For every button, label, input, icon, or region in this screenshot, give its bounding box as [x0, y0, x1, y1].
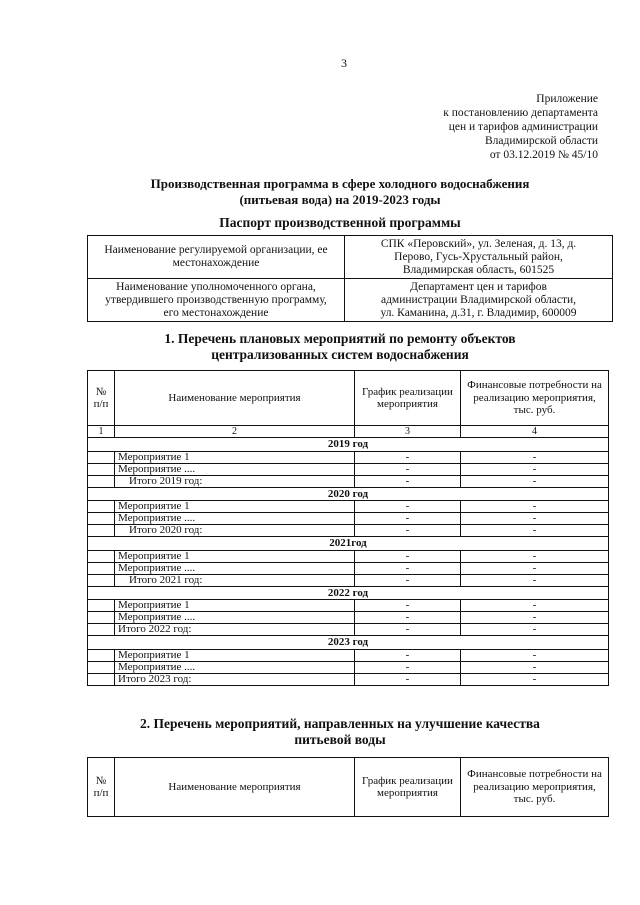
activity-name: Мероприятие 1 [115, 501, 355, 513]
activity-finance: - [461, 525, 609, 537]
activity-row [88, 513, 609, 525]
section1-header-row [88, 371, 609, 426]
row-number [88, 600, 115, 612]
activity-schedule: - [355, 513, 461, 525]
row-number [88, 513, 115, 525]
passport-label-line: Наименование уполномоченного органа, [116, 280, 316, 293]
passport-value-line: Департамент цен и тарифов [410, 280, 547, 293]
section1-title-line: централизованных систем водоснабжения [211, 347, 469, 362]
activity-finance: - [461, 562, 609, 574]
appendix-line: цен и тарифов администрации [448, 121, 598, 133]
passport-value [345, 279, 613, 322]
section2-title-line: 2. Перечень мероприятий, направленных на улучшение качества [140, 716, 540, 731]
activity-name: Мероприятие .... [115, 513, 355, 525]
activity-schedule: - [355, 463, 461, 475]
activity-name: Мероприятие .... [115, 562, 355, 574]
row-number [88, 574, 115, 586]
appendix-line: к постановлению департамента [443, 107, 598, 119]
column-number: 1 [88, 426, 115, 438]
activity-finance: - [461, 550, 609, 562]
activity-finance: - [461, 475, 609, 487]
section1-table [87, 370, 609, 686]
activity-finance: - [461, 451, 609, 463]
activity-name: Мероприятие .... [115, 463, 355, 475]
total-row [88, 525, 609, 537]
activity-schedule: - [355, 501, 461, 513]
row-number [88, 463, 115, 475]
passport-label-line: Наименование регулируемой организации, ее [104, 244, 328, 256]
activity-finance: - [461, 673, 609, 685]
activity-schedule: - [355, 525, 461, 537]
header-schedule: График реализации мероприятия [355, 758, 461, 817]
passport-value-line: Перово, Гусь-Хрустальный район, [394, 250, 563, 263]
row-number [88, 475, 115, 487]
activity-finance: - [461, 661, 609, 673]
page-number: 3 [341, 56, 347, 70]
activity-row [88, 673, 609, 685]
passport-label-line: утвердившего производственную программу, [105, 293, 327, 306]
activity-finance: - [461, 612, 609, 624]
header-num: № п/п [88, 758, 115, 817]
section2-header-row [88, 758, 609, 817]
passport-row [88, 279, 613, 322]
passport-label [88, 279, 345, 322]
row-number [88, 649, 115, 661]
activity-finance: - [461, 501, 609, 513]
activity-name: Итого 2022 год: [115, 624, 355, 636]
header-num: № п/п [88, 371, 115, 426]
activity-name: Итого 2023 год: [115, 673, 355, 685]
activity-schedule: - [355, 451, 461, 463]
row-number [88, 562, 115, 574]
header-name: Наименование мероприятия [115, 758, 355, 817]
column-number-row [88, 426, 609, 438]
activity-name: Итого 2019 год: [115, 475, 355, 487]
year-row [88, 487, 609, 501]
activity-row [88, 612, 609, 624]
activity-schedule: - [355, 624, 461, 636]
activity-name: Мероприятие .... [115, 661, 355, 673]
passport-value-line: СПК «Перовский», ул. Зеленая, д. 13, д. [380, 237, 577, 250]
section1-title [80, 331, 600, 363]
header-schedule: График реализации мероприятия [355, 371, 461, 426]
activity-row [88, 600, 609, 612]
passport-table [87, 235, 613, 322]
passport-value [345, 236, 613, 279]
total-row [88, 475, 609, 487]
row-number [88, 525, 115, 537]
activity-finance: - [461, 513, 609, 525]
document-title-line: Производственная программа в сфере холодного водоснабжения [150, 176, 530, 191]
year-label: 2020 год [88, 487, 609, 501]
year-row [88, 636, 609, 650]
activity-row [88, 550, 609, 562]
total-row [88, 574, 609, 586]
year-row [88, 586, 609, 600]
activity-name: Итого 2021 год: [115, 574, 355, 586]
section2-title [80, 716, 600, 748]
section2-title-line: питьевой воды [294, 732, 386, 747]
activity-finance: - [461, 463, 609, 475]
activity-name: Мероприятие .... [115, 612, 355, 624]
appendix-line: Владимирской области [484, 135, 598, 147]
passport-title: Паспорт производственной программы [219, 215, 461, 230]
year-label: 2023 год [88, 636, 609, 650]
header-name: Наименование мероприятия [115, 371, 355, 426]
activity-finance: - [461, 649, 609, 661]
activity-row [88, 624, 609, 636]
passport-label-line: его местонахождение [163, 306, 269, 319]
row-number [88, 550, 115, 562]
activity-schedule: - [355, 661, 461, 673]
year-label: 2021год [88, 537, 609, 551]
section2-table [87, 757, 609, 817]
passport-label [88, 236, 345, 279]
activity-row [88, 463, 609, 475]
header-finance: Финансовые потребности на реализацию мероприятия, тыс. руб. [461, 758, 609, 817]
passport-value-line: ул. Каманина, д.31, г. Владимир, 600009 [380, 306, 577, 319]
activity-schedule: - [355, 673, 461, 685]
row-number [88, 501, 115, 513]
activity-row [88, 451, 609, 463]
activity-row [88, 649, 609, 661]
activity-name: Мероприятие 1 [115, 451, 355, 463]
column-number: 3 [355, 426, 461, 438]
activity-name: Итого 2020 год: [115, 525, 355, 537]
header-finance: Финансовые потребности на реализацию мероприятия, тыс. руб. [461, 371, 609, 426]
activity-row [88, 661, 609, 673]
row-number [88, 661, 115, 673]
activity-finance: - [461, 574, 609, 586]
activity-schedule: - [355, 649, 461, 661]
year-row [88, 537, 609, 551]
activity-name: Мероприятие 1 [115, 649, 355, 661]
passport-row [88, 236, 613, 279]
activity-row [88, 562, 609, 574]
activity-schedule: - [355, 600, 461, 612]
activity-row [88, 501, 609, 513]
activity-schedule: - [355, 562, 461, 574]
row-number [88, 451, 115, 463]
document-title [80, 176, 600, 208]
appendix-line: от 03.12.2019 № 45/10 [489, 149, 598, 161]
activity-finance: - [461, 624, 609, 636]
section1-table-body [88, 438, 609, 686]
appendix-note [358, 92, 598, 162]
activity-finance: - [461, 600, 609, 612]
document-title-line: (питьевая вода) на 2019-2023 годы [239, 192, 441, 207]
column-number: 4 [461, 426, 609, 438]
activity-schedule: - [355, 612, 461, 624]
activity-schedule: - [355, 475, 461, 487]
appendix-line: Приложение [536, 93, 598, 105]
row-number [88, 673, 115, 685]
passport-label-line: местонахождение [172, 257, 260, 269]
column-number: 2 [115, 426, 355, 438]
activity-name: Мероприятие 1 [115, 600, 355, 612]
passport-value-line: администрации Владимирской области, [380, 293, 577, 306]
activity-name: Мероприятие 1 [115, 550, 355, 562]
section1-title-line: 1. Перечень плановых мероприятий по ремонту объектов [164, 331, 516, 346]
passport-value-line: Владимирская область, 601525 [402, 263, 555, 276]
activity-schedule: - [355, 550, 461, 562]
row-number [88, 624, 115, 636]
activity-schedule: - [355, 574, 461, 586]
row-number [88, 612, 115, 624]
year-row [88, 438, 609, 452]
year-label: 2019 год [88, 438, 609, 452]
year-label: 2022 год [88, 586, 609, 600]
